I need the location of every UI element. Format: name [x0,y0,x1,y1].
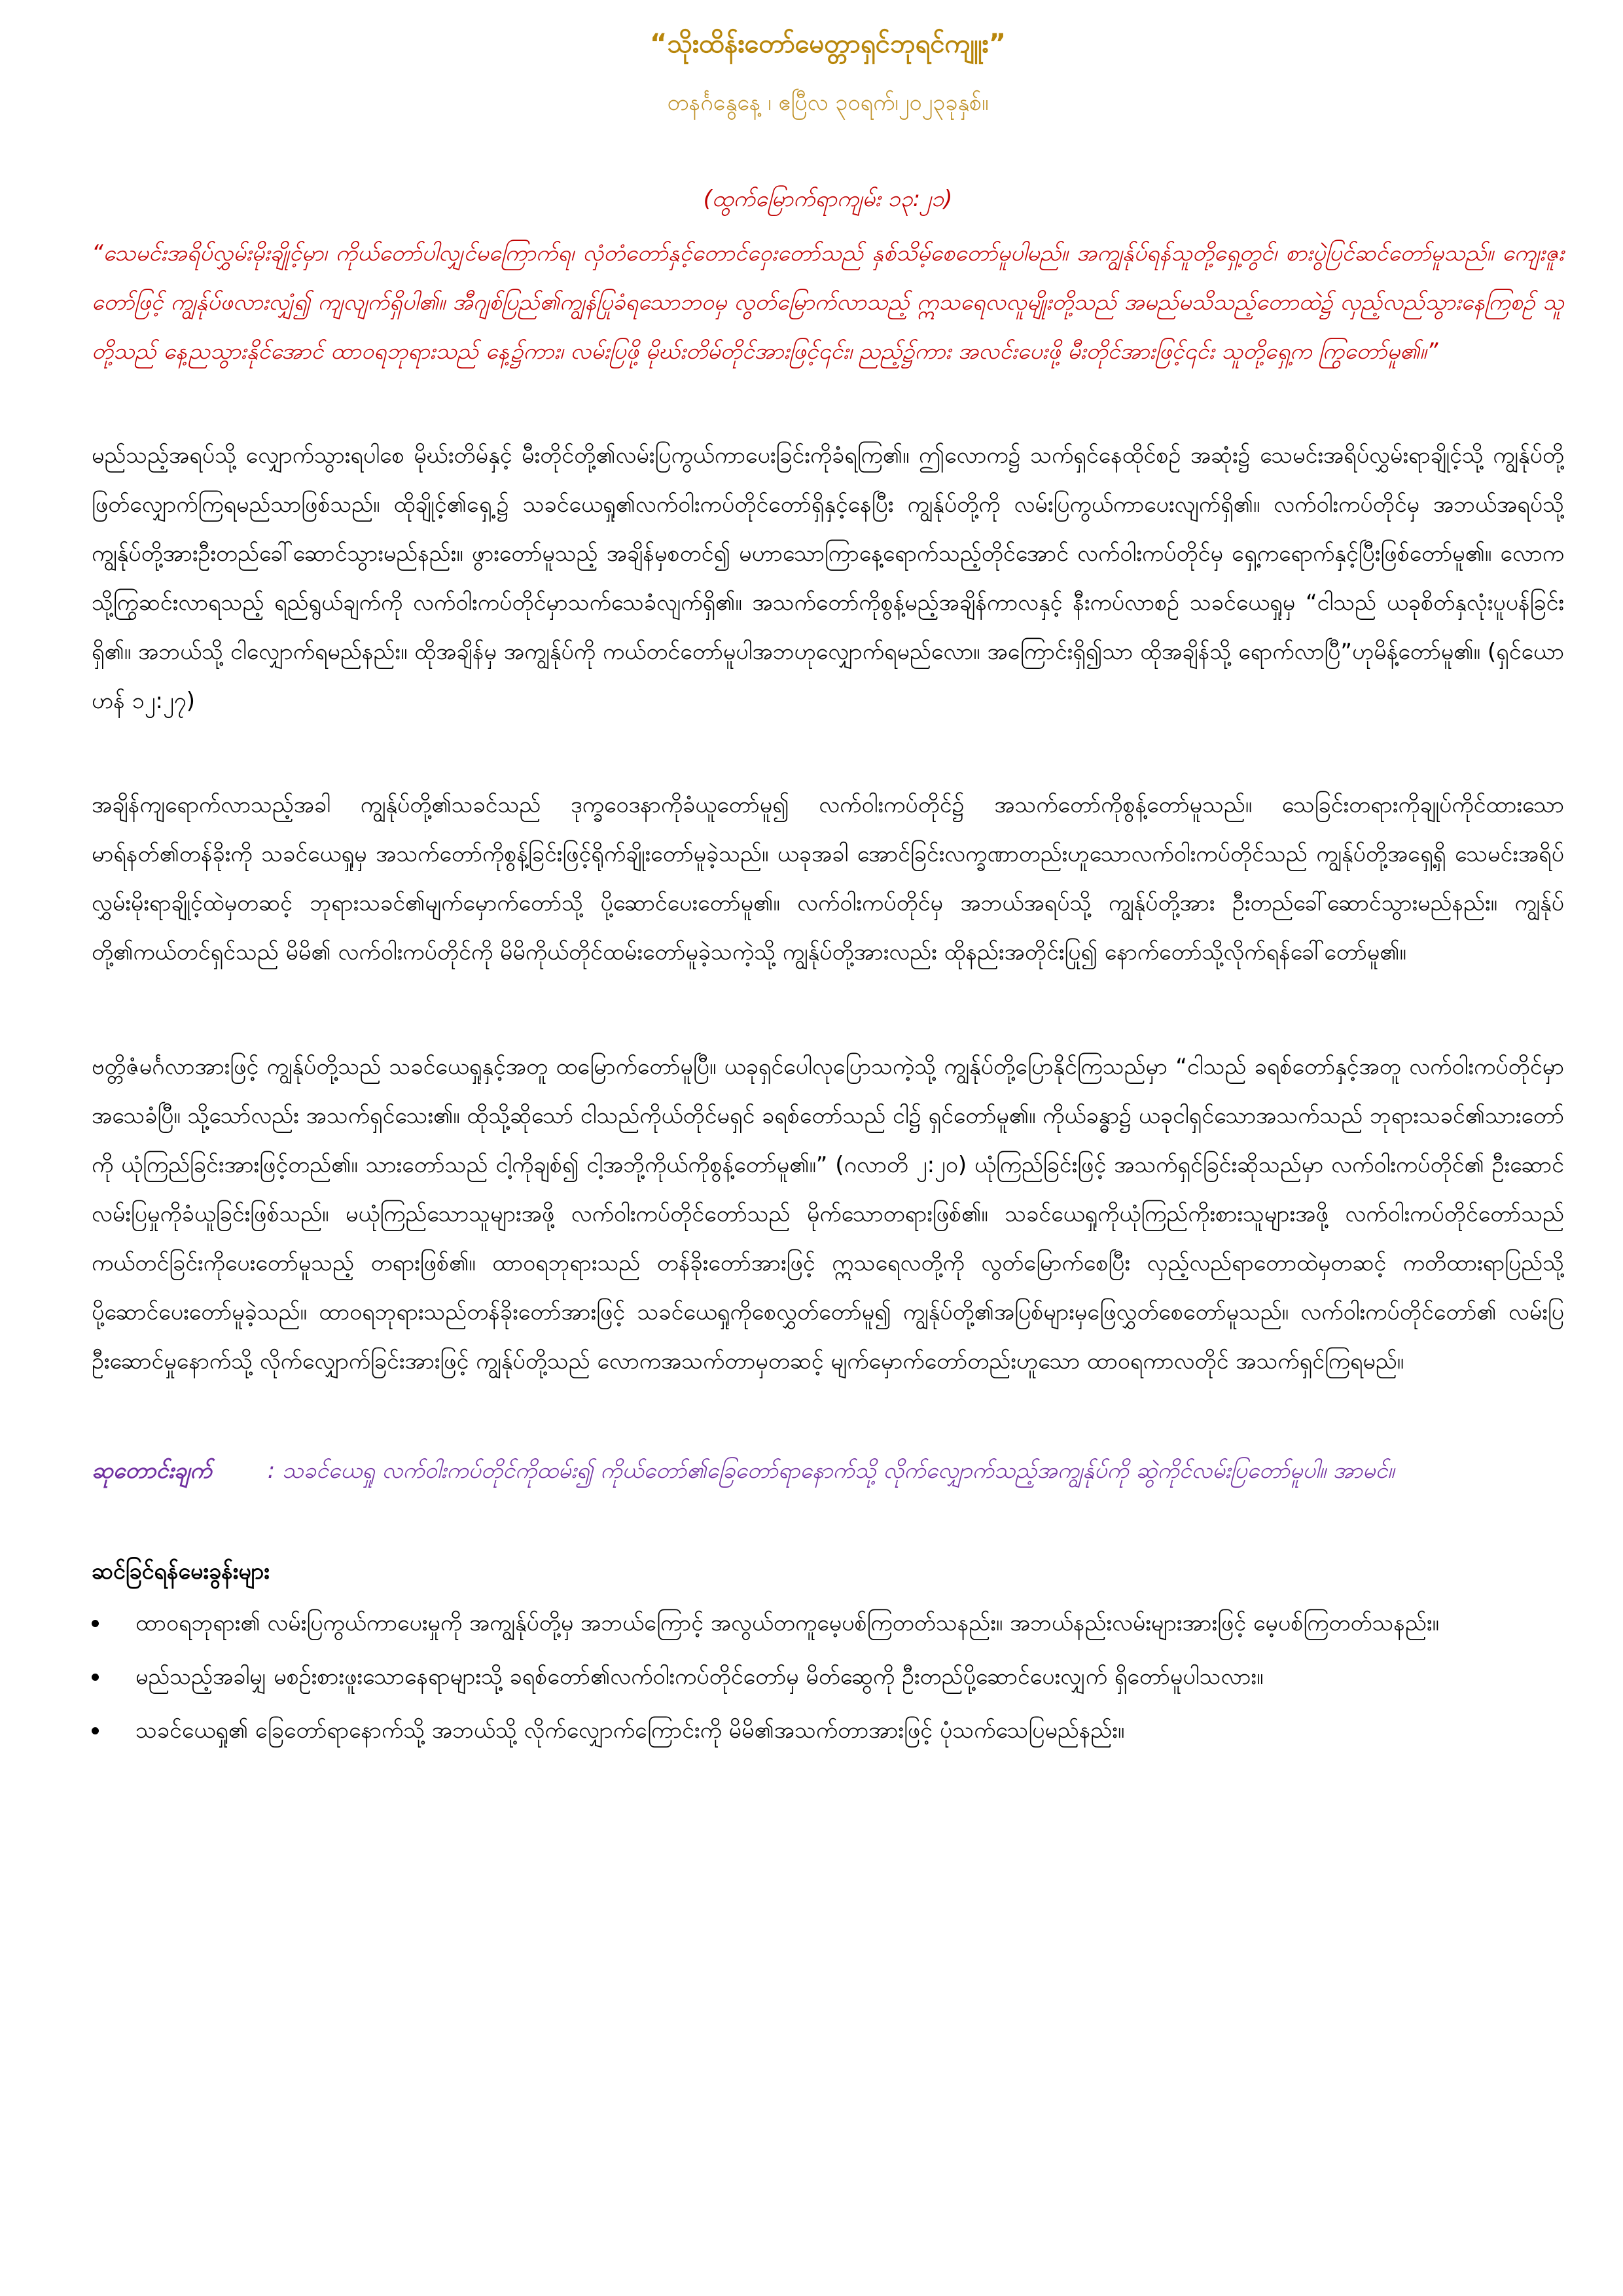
devotional-title: “သိုးထိန်းတော်မေတ္တာရှင်ဘုရင်ကျူး” [650,29,1006,59]
reflection-question [92,1599,1564,1648]
prayer-block [92,1446,1564,1496]
prayer-text: : သခင်ယေရှု လက်ဝါးကပ်တိုင်ကိုထမ်း၍ ကိုယ်တော်၏ခြေတော်ရာနောက်သို့ လိုက်လျှောက်သည့်အကျွန်ုပ်ကို ဆွဲကိုင်လမ်းပြတော်မူပါ။ အာမင်။ [267,1458,1395,1484]
bullet-icon [92,1727,99,1734]
reflection-question-list [92,1599,1564,1755]
question-text: မည်သည့်အခါမျှ မစဉ်းစားဖူးသောနေရာများသို့ ခရစ်တော်၏လက်ဝါးကပ်တိုင်တော်မှ မိတ်ဆွေကို ဦးတည်ပို့ဆောင်ပေးလျှက် ရှိတော်မူပါသလား။ [135,1664,1264,1690]
reflection-question [92,1653,1564,1702]
bullet-icon [92,1620,99,1627]
question-text: သခင်ယေရှု၏ ခြေတော်ရာနောက်သို့ အဘယ်သို့ လိုက်လျှောက်ကြောင်းကို မိမိ၏အသက်တာအားဖြင့် ပုံသက်သေပြမည်နည်း။ [135,1717,1125,1744]
question-text: ထာဝရဘုရား၏ လမ်းပြကွယ်ကာပေးမှုကို အကျွန်ုပ်တို့မှ အဘယ်ကြောင့် အလွယ်တကူမေ့ပစ်ကြတတ်သနည်း။ အဘယ်နည်းလမ်းများအားဖြင့် မေ့ပစ်ကြတတ်သနည်း။ [135,1610,1439,1636]
body-paragraph: အချိန်ကျရောက်လာသည့်အခါ ကျွန်ုပ်တို့၏သခင်သည် ဒုက္ခဝေဒနာကိုခံယူတော်မူ၍ လက်ဝါးကပ်တိုင်၌ အသက်တော်ကိုစွန့်တော်မူသည်။ သေခြင်းတရားကိုချုပ်ကိုင်ထားသော မာရ်နတ်၏တန်ခိုးကို သခင်ယေရှုမှ အသက်တော်ကိုစွန့်ခြင်းဖြင့်ရိုက်ချိုးတော်မူခဲ့သည်။ ယခုအခါ အောင်ခြင်းလက္ခဏာတည်းဟူသောလက်ဝါးကပ်တိုင်သည် ကျွန်ုပ်တို့အရှေ့ရှိ သေမင်းအရိပ်လွှမ်းမိုးရာချိုင့်ထဲမှတဆင့် ဘုရားသခင်၏မျက်မှောက်တော်သို့ ပို့ဆောင်ပေးတော်မူ၏။ လက်ဝါးကပ်တိုင်မှ အဘယ်အရပ်သို့ ကျွန်ုပ်တို့အား ဦးတည်ခေါ်ဆောင်သွားမည်နည်း။ ကျွန်ုပ်တို့၏ကယ်တင်ရှင်သည် မိမိ၏ လက်ဝါးကပ်တိုင်ကို မိမိကိုယ်တိုင်ထမ်းတော်မူခဲ့သကဲ့သို့ ကျွန်ုပ်တို့အားလည်း ထိုနည်းအတိုင်းပြု၍ နောက်တော်သို့လိုက်ရန်ခေါ်တော်မူ၏။ [92,792,1564,965]
bullet-icon [92,1674,99,1681]
prayer-label: ဆုတောင်းချက် [92,1458,212,1484]
reflection-heading: ဆင်ခြင်ရန်မေးခွန်းများ [92,1558,270,1585]
reflection-question [92,1706,1564,1755]
body-paragraph: ဗတ္တိဇံမင်္ဂလာအားဖြင့် ကျွန်ုပ်တို့သည် သခင်ယေရှုနှင့်အတူ ထမြောက်တော်မူပြီ။ ယခုရှင်ပေါလုပြောသကဲ့သို့ ကျွန်ုပ်တို့ပြောနိုင်ကြသည်မှာ “ငါသည် ခရစ်တော်နှင့်အတူ လက်ဝါးကပ်တိုင်မှာ အသေခံပြီ။ သို့သော်လည်း အသက်ရှင်သေး၏။ ထိုသို့ဆိုသော် ငါသည်ကိုယ်တိုင်မရှင် ခရစ်တော်သည် ငါ၌ ရှင်တော်မူ၏။ ကိုယ်ခန္ဓာ၌ ယခုငါရှင်သောအသက်သည် ဘုရားသခင်၏သားတော်ကို ယုံကြည်ခြင်းအားဖြင့်တည်၏။ သားတော်သည် ငါ့ကိုချစ်၍ ငါ့အဘို့ကိုယ်ကိုစွန့်တော်မူ၏။” (ဂလာတိ ၂:၂၀) ယုံကြည်ခြင်းဖြင့် အသက်ရှင်ခြင်းဆိုသည်မှာ လက်ဝါးကပ်တိုင်၏ ဦးဆောင်လမ်းပြမှုကိုခံယူခြင်းဖြစ်သည်။ မယုံကြည်သောသူများအဖို့ လက်ဝါးကပ်တိုင်တော်သည် မိုက်သောတရားဖြစ်၏။ သခင်ယေရှုကိုယုံကြည်ကိုးစားသူများအဖို့ လက်ဝါးကပ်တိုင်တော်သည် ကယ်တင်ခြင်းကိုပေးတော်မူသည့် တရားဖြစ်၏။ ထာဝရဘုရားသည် တန်ခိုးတော်အားဖြင့် ဣသရေလတို့ကို လွတ်မြောက်စေပြီး လှည့်လည်ရာတောထဲမှတဆင့် ကတိထားရာပြည်သို့ ပို့ဆောင်ပေးတော်မူခဲ့သည်။ ထာဝရဘုရားသည်တန်ခိုးတော်အားဖြင့် သခင်ယေရှုကိုစေလွှတ်တော်မူ၍ ကျွန်ုပ်တို့၏အပြစ်များမှဖြေလွှတ်စေတော်မူသည်။ လက်ဝါးကပ်တိုင်တော်၏ လမ်းပြဦးဆောင်မှုနောက်သို့ လိုက်လျှောက်ခြင်းအားဖြင့် ကျွန်ုပ်တို့သည် လောကအသက်တာမှတဆင့် မျက်မှောက်တော်တည်းဟူသော ထာဝရကာလတိုင် အသက်ရှင်ကြရမည်။ [92,1054,1564,1374]
scripture-text: “သေမင်းအရိပ်လွှမ်းမိုးချိုင့်မှာ၊ ကိုယ်တော်ပါလျှင်မကြောက်ရ၊ လှံတံတော်နှင့်တောင်ဝှေးတော်သည် နှစ်သိမ့်စေတော်မူပါမည်။ အကျွန်ုပ်ရန်သူတို့ရှေ့တွင်၊ စားပွဲပြင်ဆင်တော်မူသည်။ ကျေးဇူးတော်ဖြင့် ကျွန်ုပ်ဖလားလျှံ၍ ကျလျက်ရှိပါ၏။ အီဂျစ်ပြည်၏ကျွန်ပြုခံရသောဘဝမှ လွတ်မြောက်လာသည့် ဣသရေလလူမျိုးတို့သည် အမည်မသိသည့်တောထဲ၌ လှည့်လည်သွားနေကြစဉ် သူတို့သည် နေ့ညသွားနိုင်အောင် ထာဝရဘုရားသည် နေ့၌ကား၊ လမ်းပြဖို့ မိုဃ်းတိမ်တိုင်အားဖြင့်၎င်း၊ ညည့်၌ကား အလင်းပေးဖို့ မီးတိုင်အားဖြင့်၎င်း သူတို့ရှေ့က ကြွတော်မူ၏။” [92,240,1564,365]
body-paragraph: မည်သည့်အရပ်သို့ လျှောက်သွားရပါစေ မိုဃ်းတိမ်နှင့် မီးတိုင်တို့၏လမ်းပြကွယ်ကာပေးခြင်းကိုခံရကြ၏။ ဤလောက၌ သက်ရှင်နေထိုင်စဉ် အဆုံး၌ သေမင်းအရိပ်လွှမ်းရာချိုင့်သို့ ကျွန်ုပ်တို့ဖြတ်လျှောက်ကြရမည်သာဖြစ်သည်။ ထိုချိုင့်၏ရှေ့၌ သခင်ယေရှု၏လက်ဝါးကပ်တိုင်တော်ရှိနှင့်နေပြီး ကျွန်ုပ်တို့ကို လမ်းပြကွယ်ကာပေးလျက်ရှိ၏။ လက်ဝါးကပ်တိုင်မှ အဘယ်အရပ်သို့ ကျွန်ုပ်တို့အားဦးတည်ခေါ်ဆောင်သွားမည်နည်း။ ဖွားတော်မူသည့် အချိန်မှစတင်၍ မဟာသောကြာနေ့ရောက်သည့်တိုင်အောင် လက်ဝါးကပ်တိုင်မှ ရှေ့ကရောက်နှင့်ပြီးဖြစ်တော်မူ၏။ လောကသို့ကြွဆင်းလာရသည့် ရည်ရွယ်ချက်ကို လက်ဝါးကပ်တိုင်မှာသက်သေခံလျက်ရှိ၏။ အသက်တော်ကိုစွန့်မည့်အချိန်ကာလနှင့် နီးကပ်လာစဉ် သခင်ယေရှုမှ “ငါသည် ယခုစိတ်နှလုံးပူပန်ခြင်းရှိ၏။ အဘယ်သို့ ငါလျှောက်ရမည်နည်း။ ထိုအချိန်မှ အကျွန်ုပ်ကို ကယ်တင်တော်မူပါအဘဟုလျှောက်ရမည်လော။ အကြောင်းရှိ၍သာ ထိုအချိန်သို့ ရောက်လာပြီ”ဟုမိန့်တော်မူ၏။ (ရှင်ယောဟန် ၁၂:၂၇) [92,442,1564,714]
devotional-date: တနင်္ဂနွေနေ့ ၊ ဧပြီလ ၃၀ရက်၊၂၀၂၃ခုနှစ်။ [667,90,989,116]
scripture-reference: (ထွက်မြောက်ရာကျမ်း ၁၃:၂၁) [703,186,953,212]
